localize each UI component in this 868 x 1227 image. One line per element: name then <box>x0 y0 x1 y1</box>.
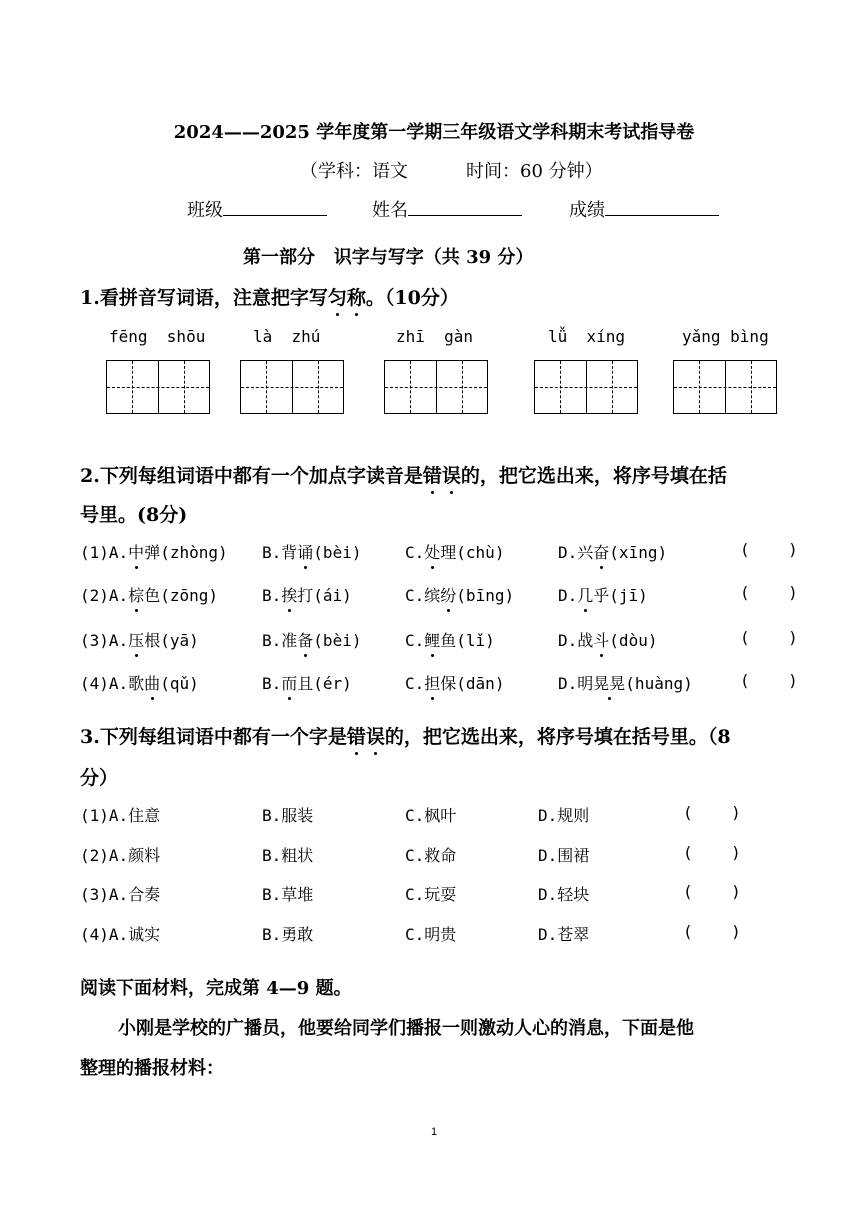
page-number: 1 <box>430 1126 438 1138</box>
reading-para-line1: 小刚是学校的广播员，他要给同学们播报一则激动人心的消息，下面是他 <box>118 1018 694 1039</box>
name-blank[interactable] <box>408 197 522 216</box>
q3-row1-answer-paren[interactable]: ( ) <box>683 803 741 822</box>
score-blank[interactable] <box>605 197 719 216</box>
class-label: 班级 <box>187 200 223 221</box>
q2-row4-option-d: D.明晃晃(huàng) <box>558 671 693 694</box>
subject-label: （学科：语文 <box>300 161 408 182</box>
q3-row4-option-b: B.勇敢 <box>262 925 314 944</box>
writing-grid-5[interactable] <box>673 360 777 414</box>
score-label: 成绩 <box>569 200 605 221</box>
q3-row4-answer-paren[interactable]: ( ) <box>683 922 741 941</box>
q3-row1-option-c: C.枫叶 <box>405 806 457 825</box>
q2-row1-option-b: B.背诵(bèi) <box>262 540 361 563</box>
q3-stem: 3.下列每组词语中都有一个字是错误的，把它选出来，将序号填在括号里。（8 <box>80 722 731 749</box>
q3-row2-option-a: (2)A.颜料 <box>80 846 161 865</box>
time-label: 时间：60 分钟） <box>466 161 603 182</box>
writing-grid-1[interactable] <box>106 360 210 414</box>
q2-row3-option-d: D.战斗(dòu) <box>558 628 657 651</box>
q1-pinyin-1: fēng shōu <box>109 327 206 346</box>
score-field[interactable] <box>569 196 719 222</box>
q2-row4-option-c: C.担保(dān) <box>405 671 504 694</box>
q3-row4-option-a: (4)A.诚实 <box>80 925 161 944</box>
q1-pinyin-5: yǎng bìng <box>682 327 769 346</box>
q2-row3-option-a: (3)A.压根(yā) <box>80 628 199 651</box>
q2-row4-option-b: B.而且(ér) <box>262 671 352 694</box>
q2-row3-option-c: C.鲤鱼(lǐ) <box>405 628 495 651</box>
reading-intro: 阅读下面材料，完成第 4—9 题。 <box>80 978 352 999</box>
q1-pinyin-2: là zhú <box>253 327 321 346</box>
q2-row3-answer-paren[interactable]: ( ) <box>740 628 798 647</box>
exam-title: 2024——2025 学年度第一学期三年级语文学科期末考试指导卷 <box>173 122 695 143</box>
q3-row3-option-c: C.玩耍 <box>405 885 457 904</box>
q3-row3-option-b: B.草堆 <box>262 885 314 904</box>
q2-row2-option-b: B.挨打(ái) <box>262 583 352 606</box>
q2-row4-answer-paren[interactable]: ( ) <box>740 671 798 690</box>
part1-title: 第一部分 识字与写字（共 39 分） <box>243 247 534 268</box>
q3-row3-option-d: D.轻块 <box>538 885 590 904</box>
q3-row4-option-d: D.苍翠 <box>538 925 590 944</box>
q3-row4-option-c: C.明贵 <box>405 925 457 944</box>
q2-row2-option-c: C.缤纷(bīng) <box>405 583 514 606</box>
q2-row2-option-d: D.几乎(jī) <box>558 583 648 606</box>
q1-pinyin-4: lǚ xíng <box>548 327 626 346</box>
reading-para-line2: 整理的播报材料： <box>80 1058 224 1079</box>
name-label: 姓名 <box>372 200 408 221</box>
q2-row2-option-a: (2)A.棕色(zōng) <box>80 583 218 606</box>
q1-pinyin-3: zhī gàn <box>396 327 474 346</box>
class-field[interactable] <box>187 196 327 222</box>
q3-row2-option-d: D.围裙 <box>538 846 590 865</box>
writing-grid-3[interactable] <box>384 360 488 414</box>
q2-stem: 2.下列每组词语中都有一个加点字读音是错误的，把它选出来，将序号填在括 <box>80 461 727 488</box>
q3-row3-option-a: (3)A.合奏 <box>80 885 161 904</box>
q2-row1-option-a: (1)A.中弹(zhòng) <box>80 540 228 563</box>
q3-row2-option-c: C.救命 <box>405 846 457 865</box>
q2-stem-line2: 号里。(8分) <box>80 504 188 526</box>
q3-row3-answer-paren[interactable]: ( ) <box>683 882 741 901</box>
class-blank[interactable] <box>223 197 327 216</box>
q2-row4-option-a: (4)A.歌曲(qǔ) <box>80 671 199 694</box>
q2-row2-answer-paren[interactable]: ( ) <box>740 583 798 602</box>
writing-grid-2[interactable] <box>240 360 344 414</box>
writing-grid-4[interactable] <box>534 360 638 414</box>
q3-stem-line2: 分） <box>80 767 119 789</box>
q2-row3-option-b: B.准备(bèi) <box>262 628 361 651</box>
q3-row1-option-b: B.服装 <box>262 806 314 825</box>
q3-row2-option-b: B.粗状 <box>262 846 314 865</box>
q3-row1-option-a: (1)A.住意 <box>80 806 161 825</box>
q2-row1-option-c: C.处理(chù) <box>405 540 504 563</box>
name-field[interactable] <box>372 196 522 222</box>
q3-row1-option-d: D.规则 <box>538 806 590 825</box>
q2-row1-option-d: D.兴奋(xīng) <box>558 540 667 563</box>
q2-row1-answer-paren[interactable]: ( ) <box>740 540 798 559</box>
q3-row2-answer-paren[interactable]: ( ) <box>683 843 741 862</box>
q1-stem: 1.看拼音写词语，注意把字写匀称。（10分） <box>80 283 459 310</box>
